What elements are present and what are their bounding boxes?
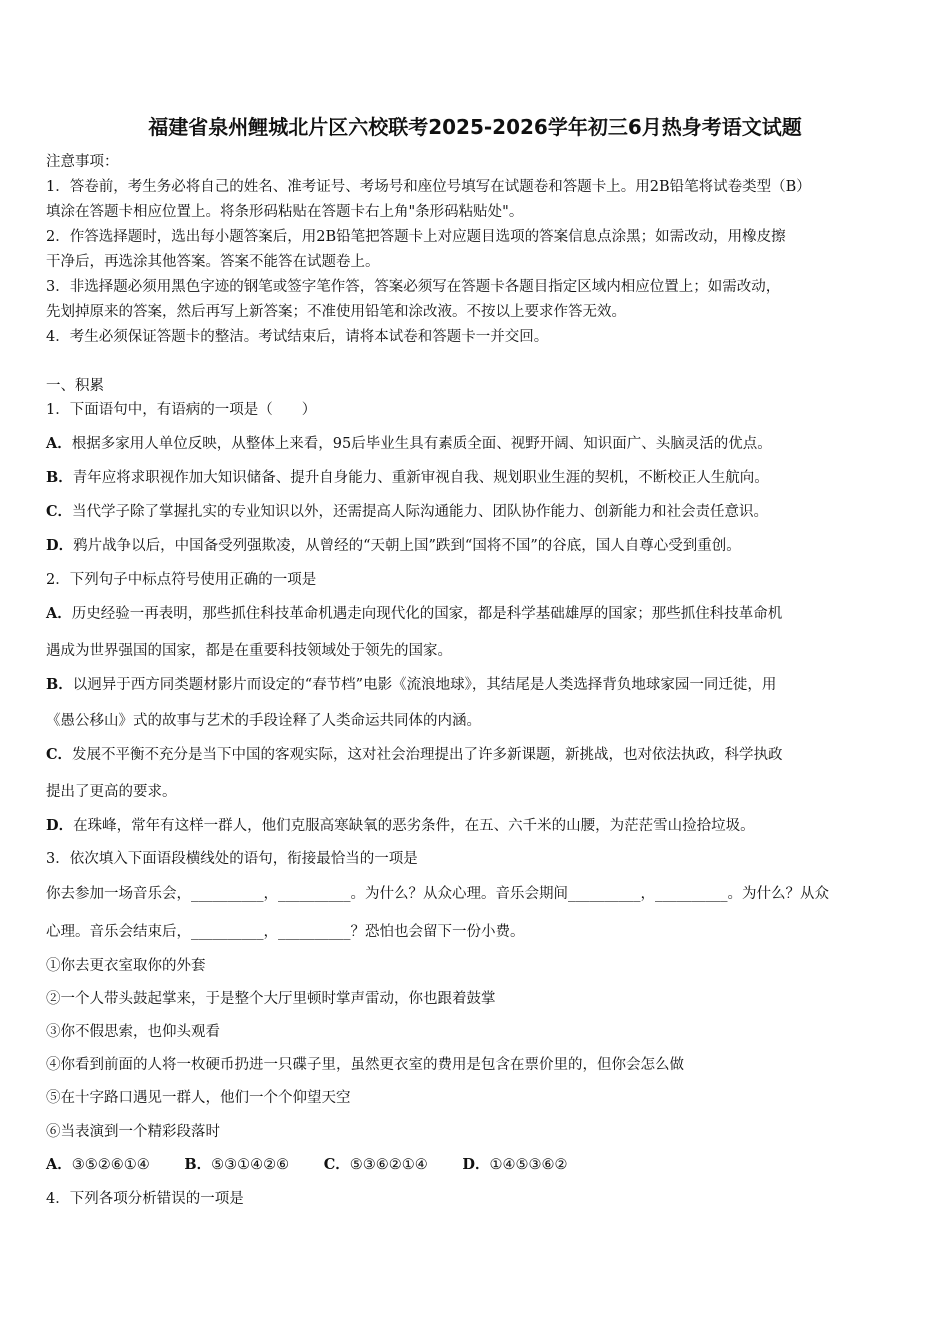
section-heading: 一、积累: [46, 378, 104, 394]
notice-line: 填涂在答题卡相应位置上。将条形码粘贴在答题卡右上角"条形码粘贴处"。: [46, 204, 524, 220]
question-2-option-a: [46, 604, 782, 624]
option-label: B．: [46, 469, 73, 486]
option-text: 当代学子除了掌握扎实的专业知识以外，还需提高人际沟通能力、团队协作能力、创新能力和社会责任意识。: [72, 504, 769, 520]
question-1-option-b: [46, 468, 769, 488]
question-2-option-c: [46, 745, 783, 765]
option-label: C．: [46, 746, 73, 763]
notice-line: 干净后，再选涂其他答案。答案不能答在试题卷上。: [46, 254, 380, 270]
option-label: A．: [46, 1156, 72, 1173]
question-3-item: ④你看到前面的人将一枚硬币扔进一只碟子里，虽然更衣室的费用是包含在票价里的，但你会怎么做: [46, 1057, 684, 1073]
option-text: ⑤③①④②⑥: [211, 1157, 290, 1173]
question-1-option-d: [46, 536, 741, 556]
question-1-option-c: [46, 502, 768, 522]
question-3-passage-cont: 心理。音乐会结束后，__________，__________？恐怕也会留下一份小费。: [46, 924, 525, 940]
question-3-passage: 你去参加一场音乐会，__________，__________。为什么？从众心理。音乐会期间__________，__________。为什么？从众: [46, 886, 829, 902]
page-title: 福建省泉州鲤城北片区六校联考2025-2026学年初三6月热身考语文试题: [148, 115, 802, 139]
question-3-options: [46, 1155, 567, 1175]
option-text: 以迥异于西方同类题材影片而设定的“春节档”电影《流浪地球》，其结尾是人类选择背负地球家园一同迁徙，用: [72, 677, 777, 693]
question-3-item: ③你不假思索，也仰头观看: [46, 1024, 220, 1040]
question-2-option-d: [46, 816, 755, 836]
question-2-option-b: [46, 675, 776, 695]
notice-line: 先划掉原来的答案，然后再写上新答案；不准使用铅笔和涂改液。不按以上要求作答无效。: [46, 304, 626, 320]
option-text: 青年应将求职视作加大知识储备、提升自身能力、重新审视自我、规划职业生涯的契机，不断校正人生航向。: [72, 470, 769, 486]
option-label: C．: [46, 503, 73, 520]
option-text: ①④⑤③⑥②: [489, 1157, 568, 1173]
notice-heading: 注意事项：: [46, 154, 119, 170]
option-label: D．: [46, 817, 74, 834]
question-3-item: ①你去更衣室取你的外套: [46, 958, 206, 974]
notice-line: 4．考生必须保证答题卡的整洁。考试结束后，请将本试卷和答题卡一并交回。: [46, 329, 549, 345]
option-text: ⑤③⑥②①④: [349, 1157, 428, 1173]
question-2-option-b-cont: 《愚公移山》式的故事与艺术的手段诠释了人类命运共同体的内涵。: [46, 713, 481, 729]
notice-line: 3．非选择题必须用黑色字迹的钢笔或签字笔作答，答案必须写在答题卡各题目指定区域内相应位置上；如需改动，: [46, 279, 781, 295]
question-3-stem: 3．依次填入下面语段横线处的语句，衔接最恰当的一项是: [46, 851, 418, 867]
option-label: C．: [323, 1156, 350, 1173]
option-text: 发展不平衡不充分是当下中国的客观实际，这对社会治理提出了许多新课题，新挑战，也对依法执政，科学执政: [72, 747, 783, 763]
option-label: B．: [184, 1156, 212, 1173]
question-2-option-a-cont: 遇成为世界强国的国家，都是在重要科技领域处于领先的国家。: [46, 643, 452, 659]
question-3-item: ②一个人带头鼓起掌来，于是整个大厅里顿时掌声雷动，你也跟着鼓掌: [46, 991, 496, 1007]
question-4-stem: 4．下列各项分析错误的一项是: [46, 1191, 244, 1207]
notice-line: 1．答卷前，考生务必将自己的姓名、准考证号、考场号和座位号填写在试题卷和答题卡上。用2B铅笔将试卷类型（B）: [46, 179, 811, 195]
question-3-item: ⑥当表演到一个精彩段落时: [46, 1124, 220, 1140]
notice-line: 2．作答选择题时，选出每小题答案后，用2B铅笔把答题卡上对应题目选项的答案信息点涂黑；如需改动，用橡皮擦: [46, 229, 786, 245]
question-1-stem: 1．下面语句中，有语病的一项是（ ）: [46, 402, 317, 418]
question-2-stem: 2．下列句子中标点符号使用正确的一项是: [46, 572, 317, 588]
option-label: A．: [46, 435, 72, 452]
option-text: 历史经验一再表明，那些抓住科技革命机遇走向现代化的国家，都是科学基础雄厚的国家；那些抓住科技革命机: [71, 606, 783, 622]
question-3-item: ⑤在十字路口遇见一群人，他们一个个仰望天空: [46, 1090, 351, 1106]
question-2-option-c-cont: 提出了更高的要求。: [46, 784, 177, 800]
option-text: 在珠峰，常年有这样一群人，他们克服高寒缺氧的恶劣条件，在五、六千米的山腰，为茫茫雪山捡拾垃圾。: [73, 818, 755, 834]
option-label: D．: [46, 537, 74, 554]
question-1-option-a: [46, 434, 772, 454]
option-text: ③⑤②⑥①④: [71, 1157, 150, 1173]
option-text: 根据多家用人单位反映，从整体上来看，95后毕业生具有素质全面、视野开阔、知识面广、头脑灵活的优点。: [71, 436, 772, 452]
option-label: D．: [462, 1156, 490, 1173]
option-label: B．: [46, 676, 73, 693]
option-text: 鸦片战争以后，中国备受列强欺凌，从曾经的“天朝上国”跌到“国将不国”的谷底，国人自尊心受到重创。: [73, 538, 741, 554]
option-label: A．: [46, 605, 72, 622]
